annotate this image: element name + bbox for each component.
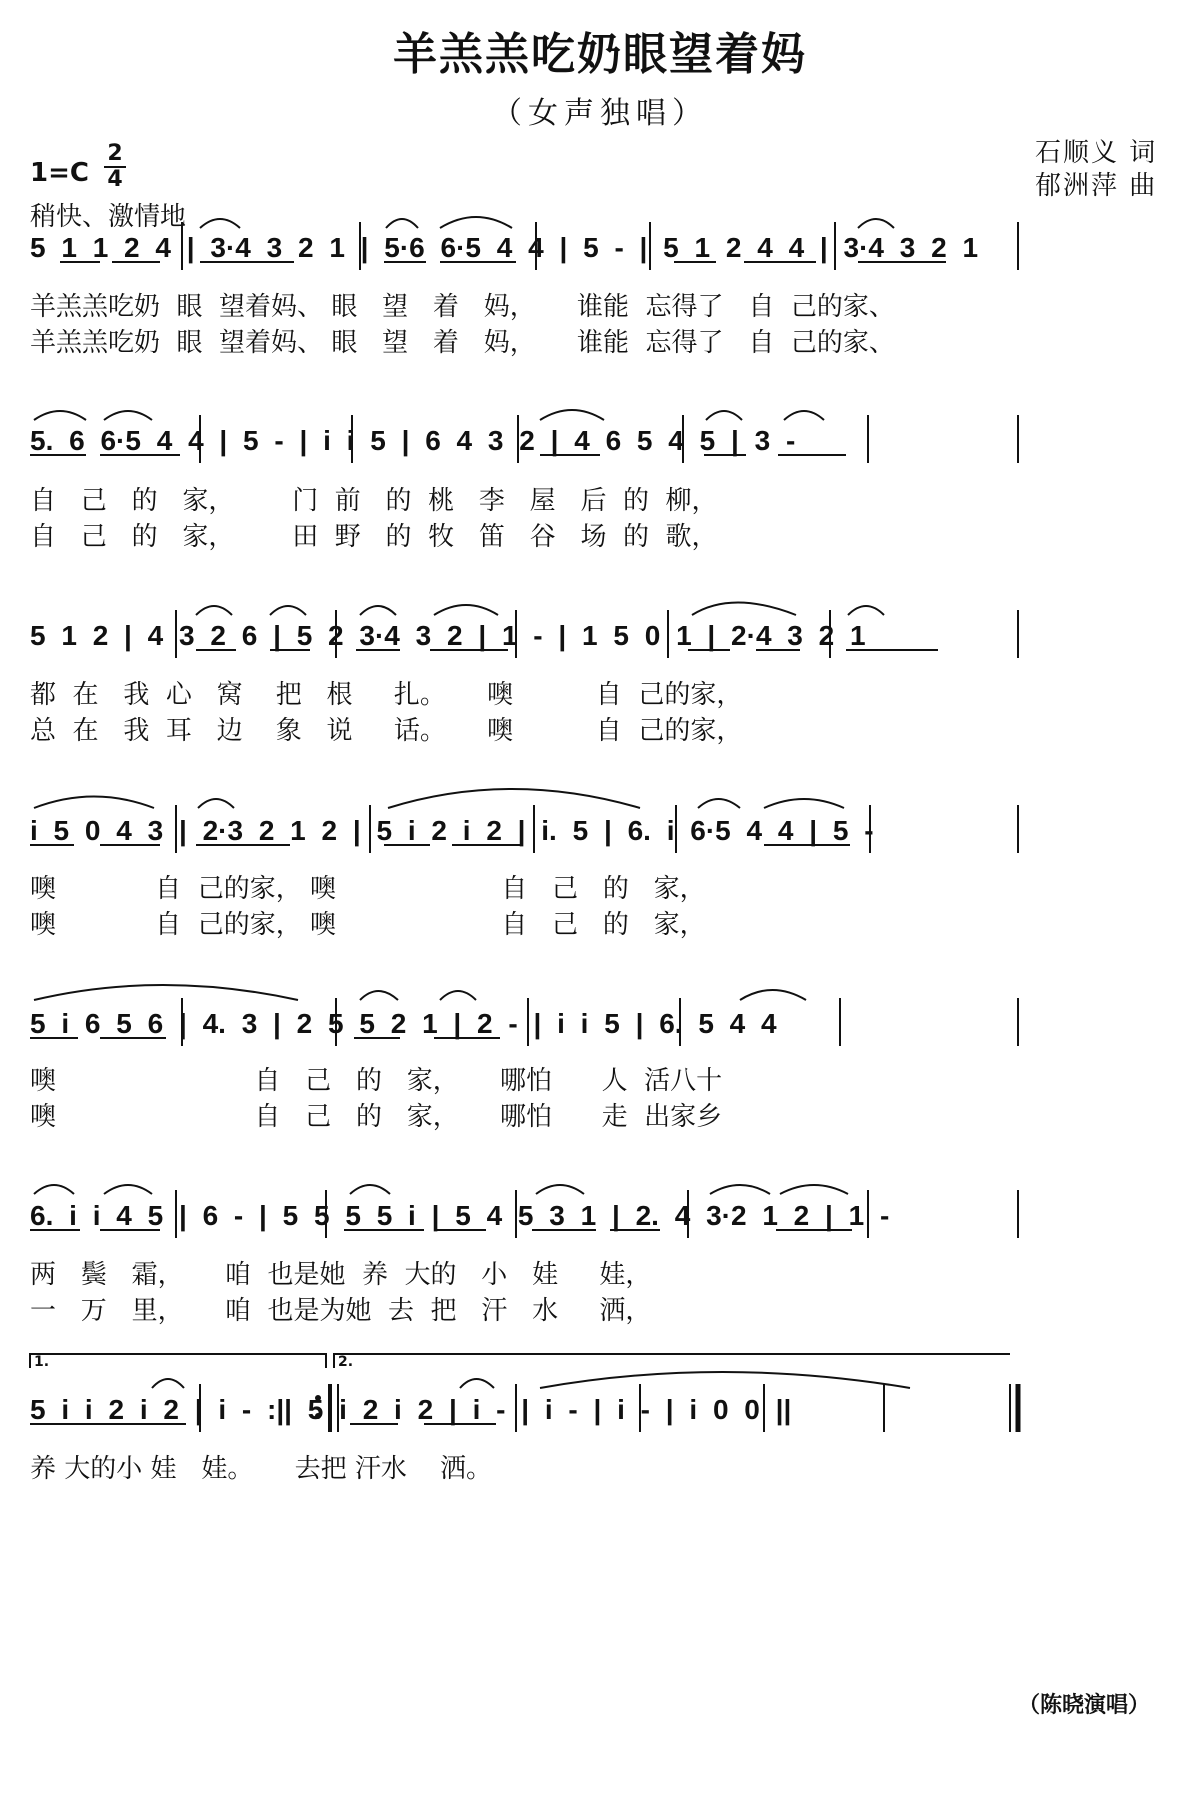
time-top: 2 xyxy=(107,141,123,166)
lyrics-line-1-verse-1: 羊羔羔吃奶 眼 望着妈、 眼 望 着 妈， 谁能 忘得了 自 己的家、 xyxy=(30,292,895,322)
volta-1: 1. xyxy=(34,1354,50,1370)
lyrics-line-7-verse-1: 养 大的小 娃 娃。 去把 汗水 洒。 xyxy=(30,1454,492,1484)
lyricist-credit: 石顺义 词 xyxy=(1035,138,1158,168)
song-title: 羊羔羔吃奶眼望着妈 xyxy=(393,29,807,80)
key-signature: 1=C xyxy=(30,158,89,188)
lyrics-line-6-verse-2: 一 万 里， 咱 也是为她 去 把 汗 水 洒， xyxy=(30,1296,652,1326)
volta-2: 2. xyxy=(338,1354,354,1370)
lyrics-line-5-verse-2: 噢 自 己 的 家， 哪怕 走 出家乡 xyxy=(30,1102,723,1132)
notes-line-2: 5. 6 6·5 4 4 | 5 - | i i 5 | 6 4 3 2 | 4 6 5 4 5 | 3 - xyxy=(30,425,796,456)
notes-line-7: 5 i i 2 i 2 | i - :|| 5 i 2 i 2 | i - | i - | i - | i 0 0 || xyxy=(30,1394,792,1425)
notes-line-6: 6. i i 4 5 | 6 - | 5 5 5 5 i | 5 4 5 3 1 | 2. 4 3·2 1 2 | 1 - xyxy=(30,1200,890,1231)
performer-credit: （陈晓演唱） xyxy=(1018,1693,1151,1718)
song-subtitle: （女声独唱） xyxy=(492,96,708,131)
lyrics-line-4-verse-2: 噢 自 己的家， 噢 自 己 的 家， xyxy=(30,910,706,940)
lyrics-line-3-verse-2: 总 在 我 耳 边 象 说 话。 噢 自 己的家， xyxy=(30,716,743,746)
lyrics-line-4-verse-1: 噢 自 己的家， 噢 自 己 的 家， xyxy=(30,874,706,904)
lyrics-line-2-verse-1: 自 己 的 家， 门 前 的 桃 李 屋 后 的 柳， xyxy=(30,486,718,516)
notes-line-1: 5 1 1 2 4 | 3·4 3 2 1 | 5·6 6·5 4 4 | 5 - | 5 1 2 4 4 | 3·4 3 2 1 xyxy=(30,232,979,263)
lyrics-line-3-verse-1: 都 在 我 心 窝 把 根 扎。 噢 自 己的家， xyxy=(30,680,743,710)
time-bottom: 4 xyxy=(107,167,123,192)
notes-line-4: i 5 0 4 3 | 2·3 2 1 2 | 5 i 2 i 2 | i. 5 | 6. i 6·5 4 4 | 5 - xyxy=(30,815,874,846)
lyrics-line-1-verse-2: 羊羔羔吃奶 眼 望着妈、 眼 望 着 妈， 谁能 忘得了 自 己的家、 xyxy=(30,328,895,358)
lyrics-line-5-verse-1: 噢 自 己 的 家， 哪怕 人 活八十 xyxy=(30,1066,723,1096)
tempo-marking: 稍快、激情地 xyxy=(30,202,187,232)
notes-line-5: 5 i 6 5 6 | 4. 3 | 2 5 5 2 1 | 2 - | i i 5 | 6. 5 4 4 xyxy=(30,1008,777,1039)
lyrics-line-6-verse-1: 两 鬓 霜， 咱 也是她 养 大的 小 娃 娃， xyxy=(30,1260,652,1290)
composer-credit: 郁洲萍 曲 xyxy=(1035,171,1158,201)
lyrics-line-2-verse-2: 自 己 的 家， 田 野 的 牧 笛 谷 场 的 歌， xyxy=(30,522,718,552)
notes-line-3: 5 1 2 | 4 3 2 6 | 5 2 3·4 3 2 | 1 - | 1 5 0 1 | 2·4 3 2 1 xyxy=(30,620,866,651)
